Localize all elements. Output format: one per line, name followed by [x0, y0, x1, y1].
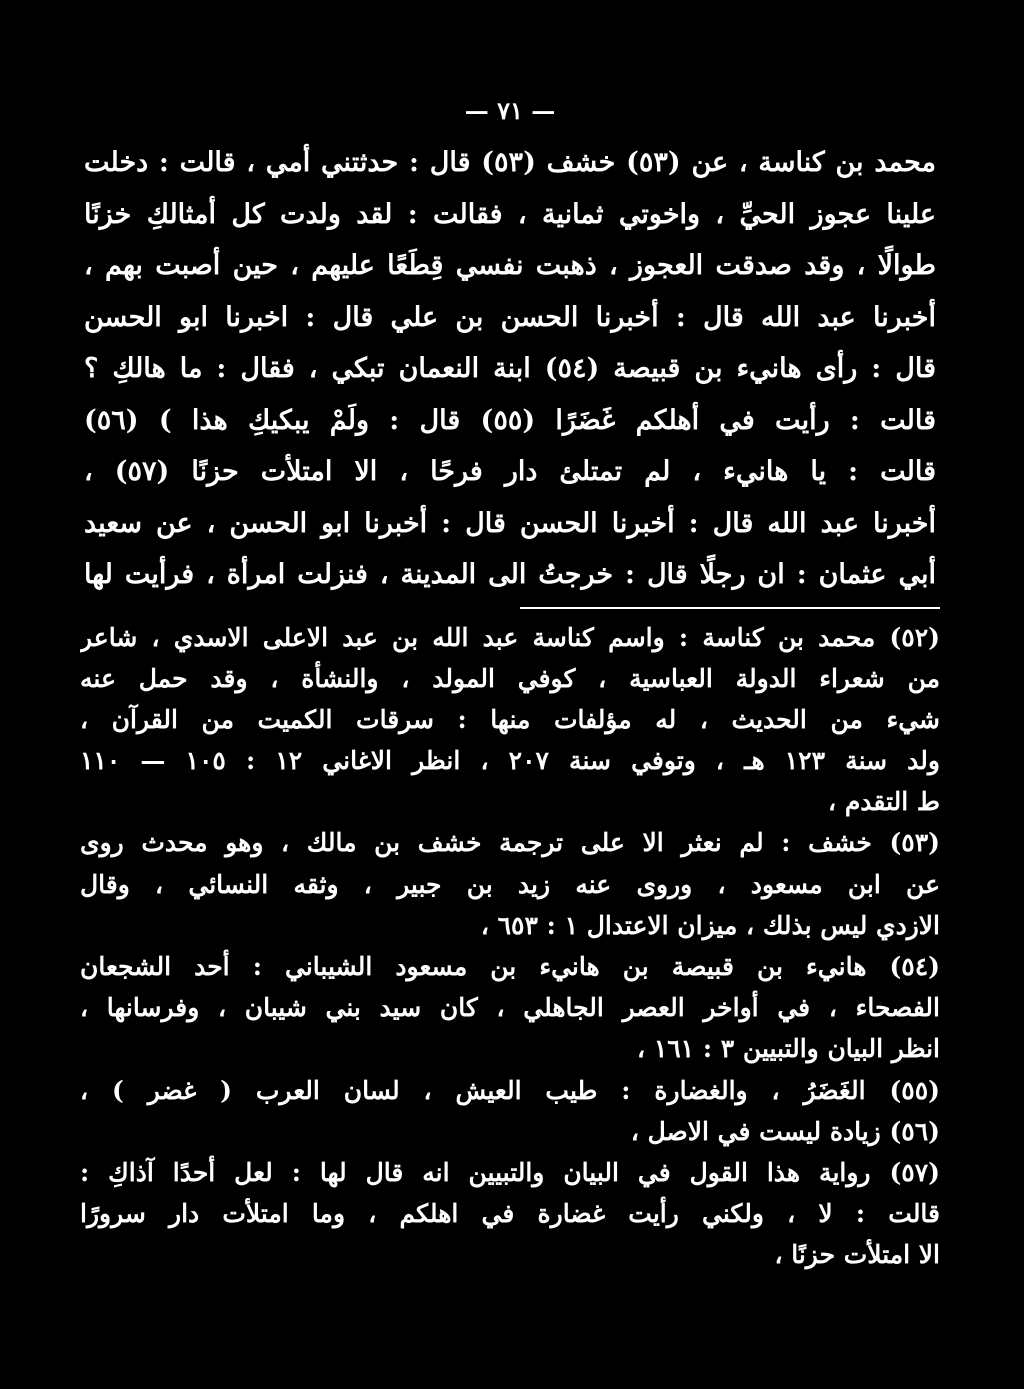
- footnote-line: من شعراء الدولة العباسية ، كوفي المولد ، والنشأة ، وقد حمل عنه: [80, 663, 940, 693]
- footnote-line: (٥٧) رواية هذا القول في البيان والتبيين انه قال لها : لعل أحدًا آذاكِ :: [80, 1157, 940, 1187]
- footnote-divider: [520, 607, 940, 609]
- main-text-line: قالت : يا هانيء ، لم تمتلئ دار فرحًا ، الا امتلأت حزنًا (٥٧) ،: [84, 456, 936, 487]
- footnote-line: (٥٥) الغَضَرُ ، والغضارة : طيب العيش ، لسان العرب ( غضر ) ،: [80, 1075, 940, 1105]
- main-text-line: قال : رأى هانيء بن قبيصة (٥٤) ابنة النعمان تبكي ، فقال : ما هالكِ ؟: [84, 353, 936, 384]
- main-text-line: قالت : رأيت في أهلكم غَضَرًا (٥٥) قال : ولَمْ يبكيكِ هذا ) (٥٦): [84, 404, 936, 436]
- book-page: [80, 95, 940, 1276]
- main-text-line: أبي عثمان : ان رجلًا قال : خرجتُ الى المدينة ، فنزلت امرأة ، فرأيت لها: [84, 559, 936, 590]
- footnote-line: شيء من الحديث ، له مؤلفات منها : سرقات الكميت من القرآن ،: [80, 704, 940, 734]
- footnote-line: قالت : لا ، ولكني رأيت غضارة في اهلكم ، وما امتلأت دار سرورًا: [80, 1199, 940, 1229]
- footnote-line: عن ابن مسعود ، وروى عنه زيد بن جبير ، وثقه النسائي ، وقال: [80, 869, 940, 899]
- footnote-line: الازدي ليس بذلك ، ميزان الاعتدال ١ : ٦٥٣ ،: [480, 910, 940, 940]
- main-text-line: طوالًا ، وقد صدقت العجوز ، ذهبت نفسي قِطَعًا عليهم ، حين أصبت بهم ،: [84, 250, 936, 281]
- footnote-line: الفصحاء ، في أواخر العصر الجاهلي ، كان سيد بني شيبان ، وفرسانها ،: [80, 993, 940, 1023]
- footnote-line: (٥٤) هانيء بن قبيصة بن هانيء بن مسعود الشيباني : أحد الشجعان: [80, 952, 940, 981]
- main-text-line: أخبرنا عبد الله قال : أخبرنا الحسن قال : أخبرنا ابو الحسن ، عن سعيد: [84, 507, 936, 539]
- footnotes: [80, 617, 940, 1276]
- footnote-line: الا امتلأت حزنًا ،: [774, 1240, 940, 1270]
- footnote-divider-wrap: [80, 601, 940, 617]
- footnote-line: انظر البيان والتبيين ٣ : ١٦١ ،: [637, 1034, 940, 1064]
- main-text-line: محمد بن كناسة ، عن (٥٣) خشف (٥٣) قال : حدثتني أمي ، قالت : دخلت: [84, 147, 936, 178]
- footnote-line: ولد سنة ١٢٣ هـ ، وتوفي سنة ٢٠٧ ، انظر الاغاني ١٢ : ١٠٥ — ١١٠: [80, 746, 940, 776]
- footnote-line: (٥٣) خشف : لم نعثر الا على ترجمة خشف بن مالك ، وهو محدث روى: [80, 828, 940, 858]
- main-text: [84, 137, 936, 601]
- main-text-line: علينا عجوز الحيِّ ، واخوتي ثمانية ، فقالت : لقد ولدت كل أمثالكِ خزنًا: [84, 198, 936, 230]
- main-text-line: أخبرنا عبد الله قال : أخبرنا الحسن بن علي قال : اخبرنا ابو الحسن: [84, 301, 936, 333]
- footnote-line: (٥٢) محمد بن كناسة : واسم كناسة عبد الله بن عبد الاعلى الاسدي ، شاعر: [80, 622, 940, 652]
- page-number: — ٧١ —: [464, 96, 556, 125]
- footnote-line: (٥٦) زيادة ليست في الاصل ،: [630, 1116, 940, 1146]
- footnote-line: ط التقدم ،: [828, 787, 940, 817]
